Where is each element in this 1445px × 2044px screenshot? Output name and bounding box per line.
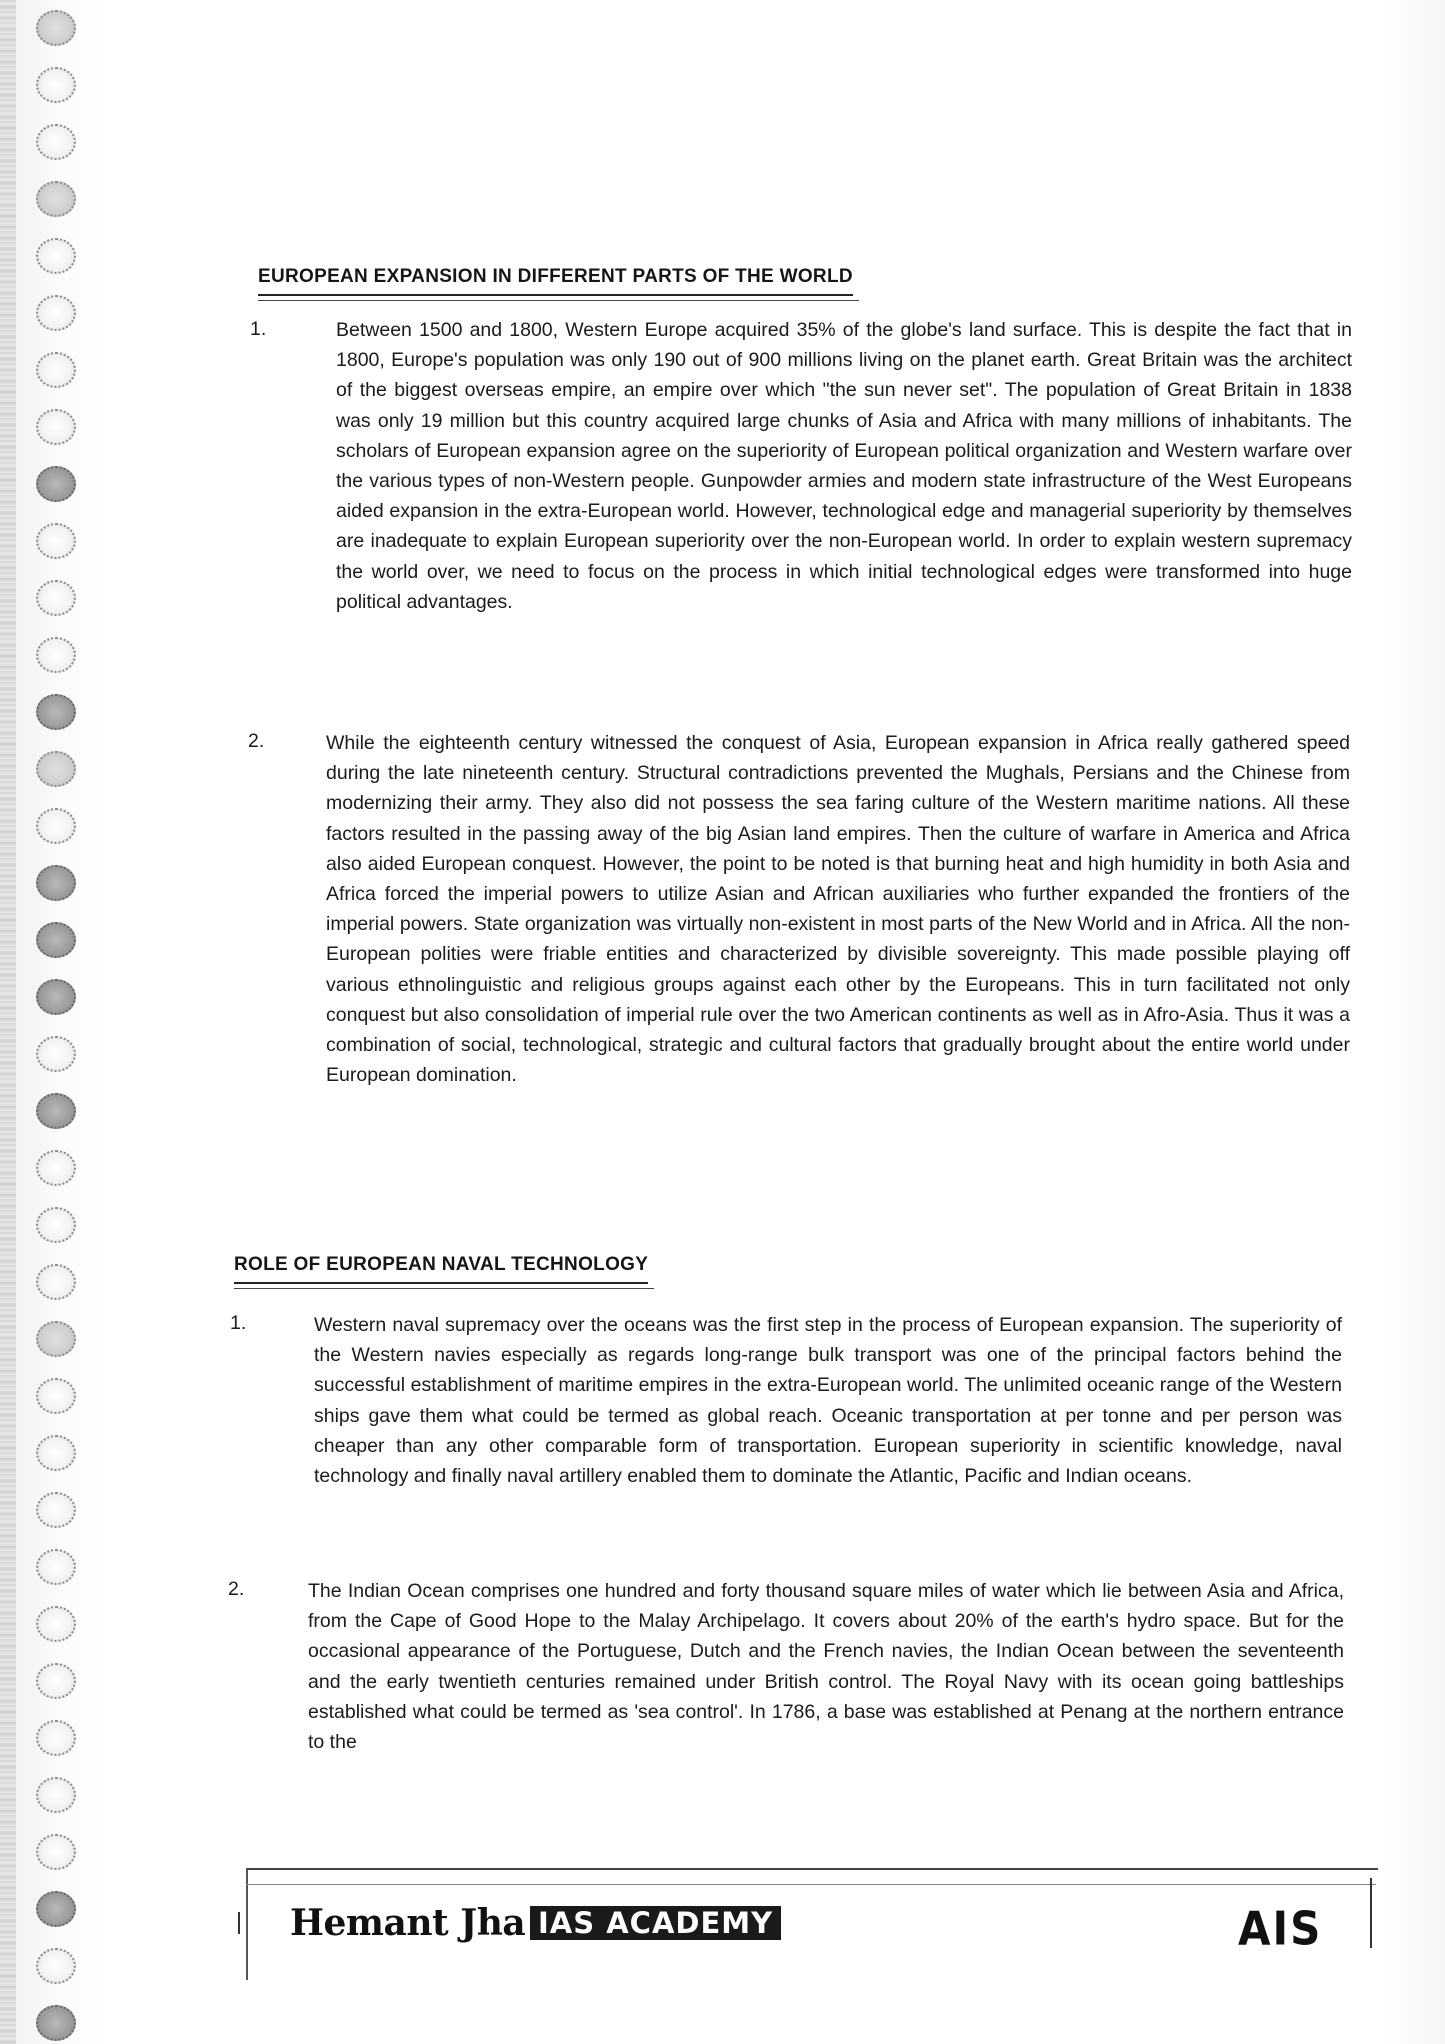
footer-brand-name: Hemant Jha xyxy=(290,1902,526,1944)
paragraph-text: The Indian Ocean comprises one hundred and forty thousand square miles of water which lie between Asia and Africa, from the Cape of Good Hope to the Malay Archipelago. It covers about 20% of the earth's hydro space. But for the occasional appearance of the Portuguese, Dutch and the French navies, the Indian Ocean between the seventeenth and the early twentieth centuries remained under British control. The Royal Navy with its ocean going battleships established what could be termed as 'sea control'. In 1786, a base was established at Penang at the northern entrance to the xyxy=(308,1580,1344,1754)
footer-brand-badge: IAS ACADEMY xyxy=(530,1906,781,1940)
footer-tick-mark xyxy=(238,1912,240,1934)
paragraph-text: Western naval supremacy over the oceans was the first step in the process of European expansion. The superiority of the Western navies especially as regards long-range bulk transport was one of the principal factors behind the successful establishment of maritime empires in the extra-European world. The unlimited oceanic range of the Western ships gave them what could be termed as global reach. Oceanic transportation at per tonne and per person was cheaper than any other comparable form of transportation. European superiority in scientific knowledge, naval technology and finally naval artillery enabled them to dominate the Atlantic, Pacific and Indian oceans. xyxy=(314,1314,1342,1488)
section-heading-european-expansion: EUROPEAN EXPANSION IN DIFFERENT PARTS OF THE WORLD xyxy=(258,266,853,296)
point-number: 2. xyxy=(228,1578,245,1600)
point-number: 1. xyxy=(230,1312,247,1334)
section-heading-naval-technology: ROLE OF EUROPEAN NAVAL TECHNOLOGY xyxy=(234,1254,648,1284)
footer-divider xyxy=(1370,1878,1372,1948)
paragraph-text: Between 1500 and 1800, Western Europe acquired 35% of the globe's land surface. This is despite the fact that in 1800, Europe's population was only 190 out of 900 millions living on the planet earth. Great Britain was the architect of the biggest overseas empire, an empire over which "the sun never set". The population of Great Britain in 1838 was only 19 million but this country acquired large chunks of Asia and Africa with many millions of inhabitants. The scholars of European expansion agree on the superiority of European political organization and Western warfare over the various types of non-Western people. Gunpowder armies and modern state infrastructure of the West Europeans aided expansion in the extra-European world. However, technological edge and managerial superiority by themselves are inadequate to explain European superiority over the non-European world. In order to explain western supremacy the world over, we need to focus on the process in which initial technological edges were transformed into huge political advantages. xyxy=(336,319,1352,613)
paragraph-text: While the eighteenth century witnessed the conquest of Asia, European expansion in Africa really gathered speed during the late nineteenth century. Structural contradictions prevented the Mughals, Persians and the Chinese from modernizing their army. They also did not possess the sea faring culture of the Western maritime nations. All these factors resulted in the passing away of the big Asian land empires. Then the culture of warfare in America and Africa also aided European conquest. However, the point to be noted is that burning heat and high humidity in both Asia and Africa forced the imperial powers to utilize Asian and African auxiliaries who further expanded the frontiers of the imperial powers. State organization was virtually non-existent in most parts of the New World and in Africa. All the non-European polities were friable entities and characterized by divisible sovereignty. This made possible playing off various ethnolinguistic and religious groups against each other by the Europeans. This in turn facilitated not only conquest but also consolidation of imperial rule over the two American continents as well as in Afro-Asia. Thus it was a combination of social, technological, strategic and cultural factors that gradually brought about the entire world under European domination. xyxy=(326,732,1350,1087)
point-number: 1. xyxy=(250,318,267,340)
point-number: 2. xyxy=(248,730,265,752)
footer-logo: AIS xyxy=(1238,1901,1323,1956)
